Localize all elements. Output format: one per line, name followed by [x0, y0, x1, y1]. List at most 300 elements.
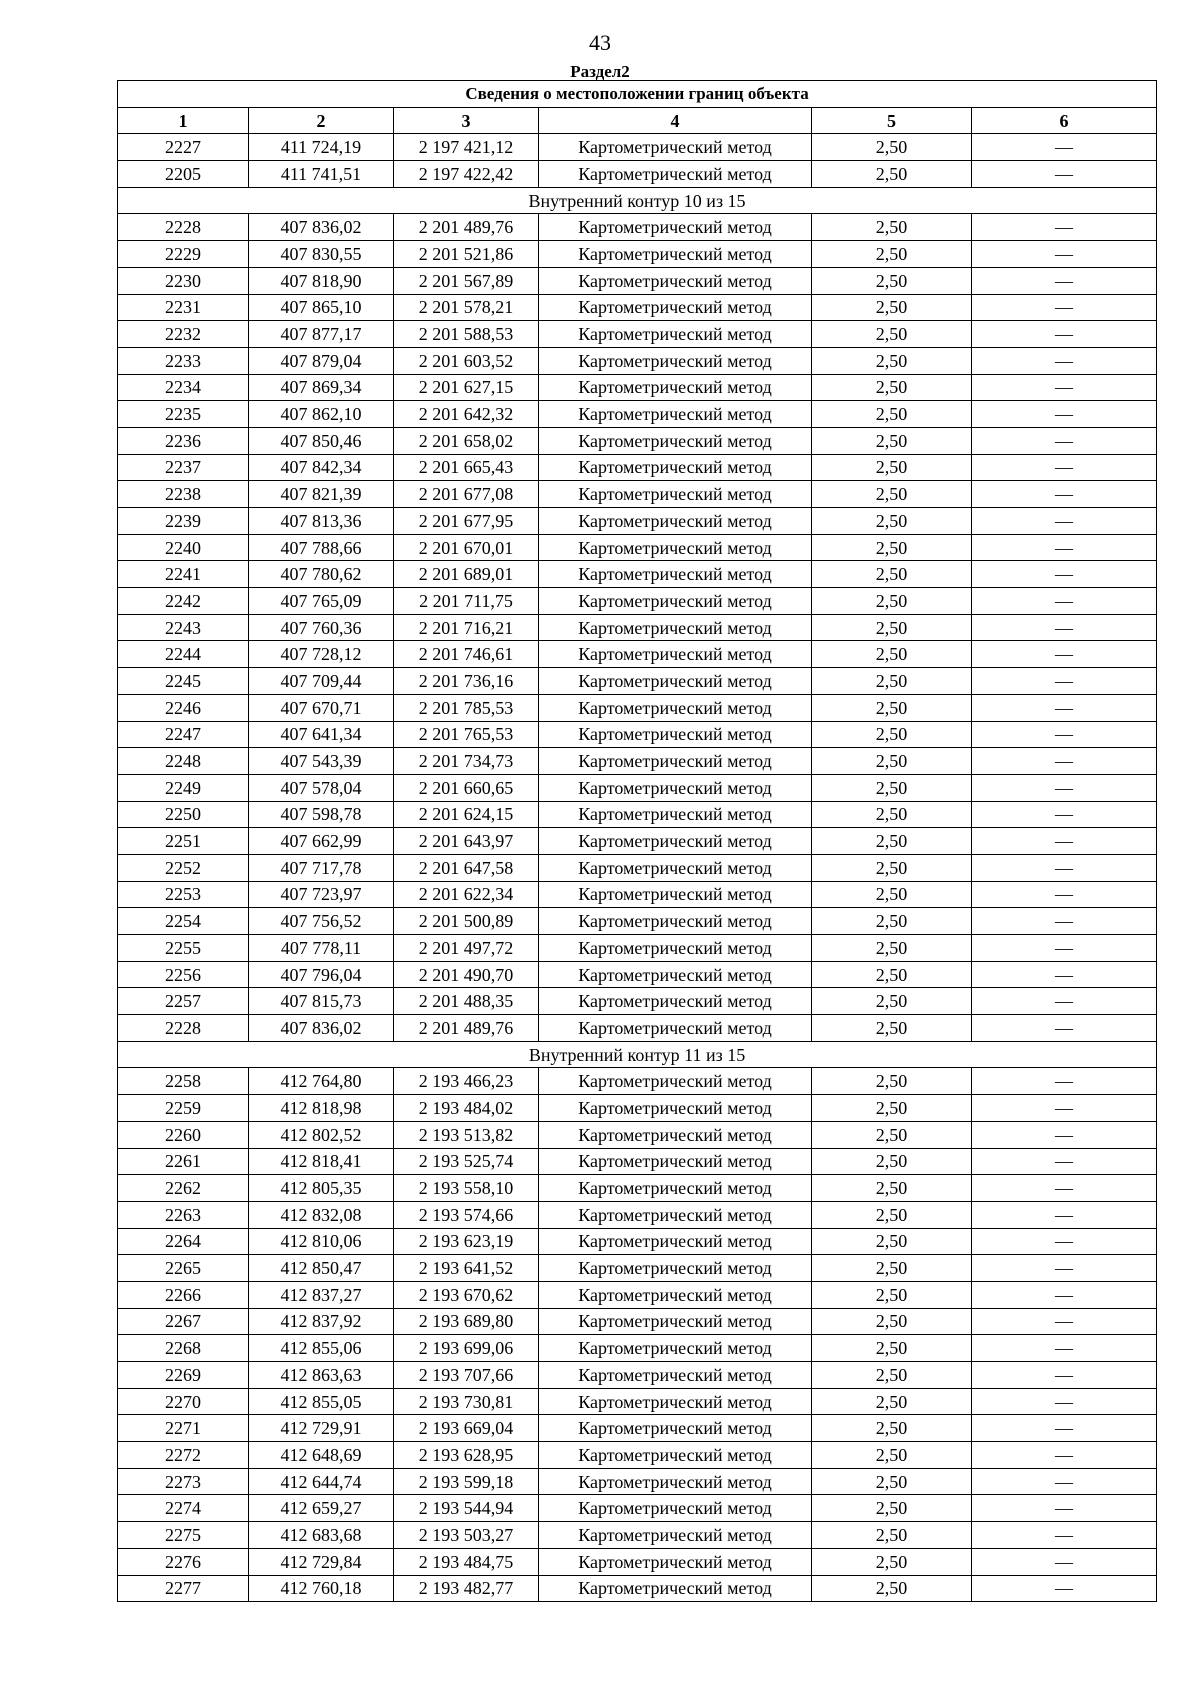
table-row — [118, 801, 1157, 828]
method: Картометрический метод — [539, 1548, 812, 1575]
point-number: 2237 — [118, 454, 249, 481]
description: — — [972, 1201, 1157, 1228]
method: Картометрический метод — [539, 668, 812, 695]
description: — — [972, 401, 1157, 428]
point-number: 2262 — [118, 1175, 249, 1202]
table-row — [118, 1548, 1157, 1575]
method: Картометрический метод — [539, 401, 812, 428]
contour-label-row — [118, 1041, 1157, 1068]
x-coordinate: 407 796,04 — [249, 961, 394, 988]
method: Картометрический метод — [539, 134, 812, 161]
accuracy: 2,50 — [812, 641, 972, 668]
accuracy: 2,50 — [812, 961, 972, 988]
table-row — [118, 1148, 1157, 1175]
column-number: 4 — [539, 107, 812, 134]
point-number: 2242 — [118, 588, 249, 615]
accuracy: 2,50 — [812, 1415, 972, 1442]
method: Картометрический метод — [539, 1015, 812, 1042]
y-coordinate: 2 201 642,32 — [394, 401, 539, 428]
y-coordinate: 2 201 746,61 — [394, 641, 539, 668]
method: Картометрический метод — [539, 321, 812, 348]
table-row — [118, 1388, 1157, 1415]
y-coordinate: 2 193 623,19 — [394, 1228, 539, 1255]
x-coordinate: 412 644,74 — [249, 1468, 394, 1495]
method: Картометрический метод — [539, 1068, 812, 1095]
method: Картометрический метод — [539, 721, 812, 748]
description: — — [972, 1442, 1157, 1469]
accuracy: 2,50 — [812, 1548, 972, 1575]
table-row — [118, 1308, 1157, 1335]
table-row — [118, 1175, 1157, 1202]
point-number: 2232 — [118, 321, 249, 348]
method: Картометрический метод — [539, 1201, 812, 1228]
table-row — [118, 267, 1157, 294]
table-row — [118, 641, 1157, 668]
x-coordinate: 412 818,98 — [249, 1095, 394, 1122]
method: Картометрический метод — [539, 614, 812, 641]
point-number: 2258 — [118, 1068, 249, 1095]
table-row — [118, 668, 1157, 695]
description: — — [972, 854, 1157, 881]
y-coordinate: 2 193 707,66 — [394, 1362, 539, 1389]
point-number: 2273 — [118, 1468, 249, 1495]
column-number-row — [118, 107, 1157, 134]
accuracy: 2,50 — [812, 1148, 972, 1175]
accuracy: 2,50 — [812, 427, 972, 454]
method: Картометрический метод — [539, 1335, 812, 1362]
x-coordinate: 412 855,05 — [249, 1388, 394, 1415]
accuracy: 2,50 — [812, 321, 972, 348]
description: — — [972, 161, 1157, 188]
point-number: 2268 — [118, 1335, 249, 1362]
point-number: 2260 — [118, 1121, 249, 1148]
accuracy: 2,50 — [812, 161, 972, 188]
description: — — [972, 614, 1157, 641]
y-coordinate: 2 201 658,02 — [394, 427, 539, 454]
point-number: 2240 — [118, 534, 249, 561]
accuracy: 2,50 — [812, 508, 972, 535]
table-row — [118, 427, 1157, 454]
accuracy: 2,50 — [812, 1015, 972, 1042]
table-row — [118, 1095, 1157, 1122]
table-row — [118, 534, 1157, 561]
accuracy: 2,50 — [812, 854, 972, 881]
accuracy: 2,50 — [812, 668, 972, 695]
x-coordinate: 407 836,02 — [249, 1015, 394, 1042]
table-row — [118, 1415, 1157, 1442]
description: — — [972, 1068, 1157, 1095]
y-coordinate: 2 201 665,43 — [394, 454, 539, 481]
point-number: 2271 — [118, 1415, 249, 1442]
x-coordinate: 412 810,06 — [249, 1228, 394, 1255]
description: — — [972, 1015, 1157, 1042]
table-row — [118, 161, 1157, 188]
description: — — [972, 454, 1157, 481]
method: Картометрический метод — [539, 1468, 812, 1495]
x-coordinate: 407 869,34 — [249, 374, 394, 401]
table-row — [118, 401, 1157, 428]
point-number: 2239 — [118, 508, 249, 535]
description: — — [972, 801, 1157, 828]
point-number: 2245 — [118, 668, 249, 695]
description: — — [972, 881, 1157, 908]
y-coordinate: 2 201 647,58 — [394, 854, 539, 881]
point-number: 2246 — [118, 694, 249, 721]
point-number: 2252 — [118, 854, 249, 881]
y-coordinate: 2 201 736,16 — [394, 668, 539, 695]
accuracy: 2,50 — [812, 988, 972, 1015]
method: Картометрический метод — [539, 1175, 812, 1202]
y-coordinate: 2 201 716,21 — [394, 614, 539, 641]
table-row — [118, 1468, 1157, 1495]
accuracy: 2,50 — [812, 1228, 972, 1255]
accuracy: 2,50 — [812, 1095, 972, 1122]
table-row — [118, 508, 1157, 535]
table-row — [118, 935, 1157, 962]
table-row — [118, 588, 1157, 615]
point-number: 2231 — [118, 294, 249, 321]
method: Картометрический метод — [539, 1228, 812, 1255]
accuracy: 2,50 — [812, 801, 972, 828]
accuracy: 2,50 — [812, 214, 972, 241]
method: Картометрический метод — [539, 1442, 812, 1469]
x-coordinate: 407 877,17 — [249, 321, 394, 348]
method: Картометрический метод — [539, 694, 812, 721]
x-coordinate: 411 741,51 — [249, 161, 394, 188]
method: Картометрический метод — [539, 267, 812, 294]
method: Картометрический метод — [539, 828, 812, 855]
point-number: 2250 — [118, 801, 249, 828]
x-coordinate: 407 836,02 — [249, 214, 394, 241]
method: Картометрический метод — [539, 294, 812, 321]
y-coordinate: 2 193 544,94 — [394, 1495, 539, 1522]
method: Картометрический метод — [539, 748, 812, 775]
y-coordinate: 2 193 574,66 — [394, 1201, 539, 1228]
y-coordinate: 2 201 521,86 — [394, 241, 539, 268]
point-number: 2234 — [118, 374, 249, 401]
accuracy: 2,50 — [812, 1442, 972, 1469]
table-row — [118, 1495, 1157, 1522]
description: — — [972, 988, 1157, 1015]
x-coordinate: 407 850,46 — [249, 427, 394, 454]
description: — — [972, 1255, 1157, 1282]
x-coordinate: 412 837,27 — [249, 1281, 394, 1308]
point-number: 2243 — [118, 614, 249, 641]
x-coordinate: 407 543,39 — [249, 748, 394, 775]
point-number: 2259 — [118, 1095, 249, 1122]
point-number: 2272 — [118, 1442, 249, 1469]
method: Картометрический метод — [539, 935, 812, 962]
table-row — [118, 774, 1157, 801]
description: — — [972, 561, 1157, 588]
point-number: 2253 — [118, 881, 249, 908]
description: — — [972, 641, 1157, 668]
point-number: 2229 — [118, 241, 249, 268]
description: — — [972, 534, 1157, 561]
accuracy: 2,50 — [812, 774, 972, 801]
x-coordinate: 412 683,68 — [249, 1522, 394, 1549]
table-row — [118, 1121, 1157, 1148]
point-number: 2205 — [118, 161, 249, 188]
x-coordinate: 407 830,55 — [249, 241, 394, 268]
x-coordinate: 412 659,27 — [249, 1495, 394, 1522]
method: Картометрический метод — [539, 1415, 812, 1442]
accuracy: 2,50 — [812, 267, 972, 294]
y-coordinate: 2 201 734,73 — [394, 748, 539, 775]
method: Картометрический метод — [539, 854, 812, 881]
y-coordinate: 2 201 489,76 — [394, 1015, 539, 1042]
accuracy: 2,50 — [812, 588, 972, 615]
x-coordinate: 412 850,47 — [249, 1255, 394, 1282]
description: — — [972, 668, 1157, 695]
accuracy: 2,50 — [812, 1388, 972, 1415]
table-row — [118, 1255, 1157, 1282]
accuracy: 2,50 — [812, 1468, 972, 1495]
table-row — [118, 721, 1157, 748]
accuracy: 2,50 — [812, 534, 972, 561]
method: Картометрический метод — [539, 374, 812, 401]
method: Картометрический метод — [539, 1095, 812, 1122]
accuracy: 2,50 — [812, 1201, 972, 1228]
description: — — [972, 1335, 1157, 1362]
table-row — [118, 694, 1157, 721]
method: Картометрический метод — [539, 988, 812, 1015]
point-number: 2264 — [118, 1228, 249, 1255]
method: Картометрический метод — [539, 508, 812, 535]
table-row — [118, 1575, 1157, 1602]
y-coordinate: 2 201 670,01 — [394, 534, 539, 561]
point-number: 2230 — [118, 267, 249, 294]
y-coordinate: 2 201 489,76 — [394, 214, 539, 241]
method: Картометрический метод — [539, 1362, 812, 1389]
y-coordinate: 2 201 785,53 — [394, 694, 539, 721]
point-number: 2228 — [118, 1015, 249, 1042]
table-row — [118, 1201, 1157, 1228]
point-number: 2235 — [118, 401, 249, 428]
contour-label: Внутренний контур 11 из 15 — [118, 1041, 1157, 1068]
description: — — [972, 588, 1157, 615]
y-coordinate: 2 201 677,95 — [394, 508, 539, 535]
description: — — [972, 748, 1157, 775]
method: Картометрический метод — [539, 961, 812, 988]
x-coordinate: 407 842,34 — [249, 454, 394, 481]
description: — — [972, 1415, 1157, 1442]
table-row — [118, 1335, 1157, 1362]
method: Картометрический метод — [539, 1281, 812, 1308]
y-coordinate: 2 201 622,34 — [394, 881, 539, 908]
table-body — [118, 134, 1157, 1602]
accuracy: 2,50 — [812, 454, 972, 481]
accuracy: 2,50 — [812, 935, 972, 962]
description: — — [972, 1148, 1157, 1175]
point-number: 2270 — [118, 1388, 249, 1415]
table-row — [118, 881, 1157, 908]
x-coordinate: 407 670,71 — [249, 694, 394, 721]
x-coordinate: 407 778,11 — [249, 935, 394, 962]
accuracy: 2,50 — [812, 1281, 972, 1308]
point-number: 2256 — [118, 961, 249, 988]
table-row — [118, 614, 1157, 641]
description: — — [972, 347, 1157, 374]
y-coordinate: 2 201 689,01 — [394, 561, 539, 588]
y-coordinate: 2 193 599,18 — [394, 1468, 539, 1495]
y-coordinate: 2 193 699,06 — [394, 1335, 539, 1362]
point-number: 2275 — [118, 1522, 249, 1549]
point-number: 2248 — [118, 748, 249, 775]
point-number: 2255 — [118, 935, 249, 962]
accuracy: 2,50 — [812, 908, 972, 935]
y-coordinate: 2 193 484,75 — [394, 1548, 539, 1575]
accuracy: 2,50 — [812, 1308, 972, 1335]
method: Картометрический метод — [539, 1575, 812, 1602]
x-coordinate: 407 818,90 — [249, 267, 394, 294]
y-coordinate: 2 193 670,62 — [394, 1281, 539, 1308]
accuracy: 2,50 — [812, 1362, 972, 1389]
table-row — [118, 1442, 1157, 1469]
method: Картометрический метод — [539, 481, 812, 508]
x-coordinate: 407 723,97 — [249, 881, 394, 908]
x-coordinate: 407 760,36 — [249, 614, 394, 641]
point-number: 2267 — [118, 1308, 249, 1335]
y-coordinate: 2 201 603,52 — [394, 347, 539, 374]
accuracy: 2,50 — [812, 1255, 972, 1282]
point-number: 2244 — [118, 641, 249, 668]
x-coordinate: 407 578,04 — [249, 774, 394, 801]
accuracy: 2,50 — [812, 1068, 972, 1095]
point-number: 2257 — [118, 988, 249, 1015]
x-coordinate: 407 717,78 — [249, 854, 394, 881]
table-row — [118, 481, 1157, 508]
column-number: 2 — [249, 107, 394, 134]
point-number: 2274 — [118, 1495, 249, 1522]
x-coordinate: 412 729,84 — [249, 1548, 394, 1575]
x-coordinate: 407 765,09 — [249, 588, 394, 615]
point-number: 2249 — [118, 774, 249, 801]
table-row — [118, 214, 1157, 241]
method: Картометрический метод — [539, 801, 812, 828]
method: Картометрический метод — [539, 1308, 812, 1335]
y-coordinate: 2 201 567,89 — [394, 267, 539, 294]
accuracy: 2,50 — [812, 294, 972, 321]
description: — — [972, 961, 1157, 988]
method: Картометрический метод — [539, 1121, 812, 1148]
x-coordinate: 412 802,52 — [249, 1121, 394, 1148]
accuracy: 2,50 — [812, 134, 972, 161]
y-coordinate: 2 201 497,72 — [394, 935, 539, 962]
method: Картометрический метод — [539, 534, 812, 561]
x-coordinate: 407 821,39 — [249, 481, 394, 508]
method: Картометрический метод — [539, 427, 812, 454]
accuracy: 2,50 — [812, 374, 972, 401]
point-number: 2247 — [118, 721, 249, 748]
description: — — [972, 267, 1157, 294]
description: — — [972, 508, 1157, 535]
x-coordinate: 407 780,62 — [249, 561, 394, 588]
y-coordinate: 2 193 513,82 — [394, 1121, 539, 1148]
table-row — [118, 828, 1157, 855]
method: Картометрический метод — [539, 881, 812, 908]
description: — — [972, 134, 1157, 161]
accuracy: 2,50 — [812, 1575, 972, 1602]
column-number: 3 — [394, 107, 539, 134]
y-coordinate: 2 193 484,02 — [394, 1095, 539, 1122]
method: Картометрический метод — [539, 588, 812, 615]
point-number: 2254 — [118, 908, 249, 935]
table-row — [118, 1281, 1157, 1308]
method: Картометрический метод — [539, 774, 812, 801]
point-number: 2228 — [118, 214, 249, 241]
table-row — [118, 988, 1157, 1015]
method: Картометрический метод — [539, 241, 812, 268]
description: — — [972, 241, 1157, 268]
table-row — [118, 561, 1157, 588]
y-coordinate: 2 193 730,81 — [394, 1388, 539, 1415]
method: Картометрический метод — [539, 1388, 812, 1415]
point-number: 2251 — [118, 828, 249, 855]
x-coordinate: 407 788,66 — [249, 534, 394, 561]
table-caption: Сведения о местоположении границ объекта — [118, 81, 1157, 108]
point-number: 2269 — [118, 1362, 249, 1389]
description: — — [972, 1175, 1157, 1202]
column-number: 6 — [972, 107, 1157, 134]
description: — — [972, 774, 1157, 801]
method: Картометрический метод — [539, 1148, 812, 1175]
table-row — [118, 1362, 1157, 1389]
point-number: 2276 — [118, 1548, 249, 1575]
point-number: 2238 — [118, 481, 249, 508]
description: — — [972, 294, 1157, 321]
description: — — [972, 1548, 1157, 1575]
point-number: 2261 — [118, 1148, 249, 1175]
point-number: 2277 — [118, 1575, 249, 1602]
table-row — [118, 961, 1157, 988]
method: Картометрический метод — [539, 1495, 812, 1522]
method: Картометрический метод — [539, 1255, 812, 1282]
accuracy: 2,50 — [812, 401, 972, 428]
description: — — [972, 1362, 1157, 1389]
y-coordinate: 2 193 482,77 — [394, 1575, 539, 1602]
accuracy: 2,50 — [812, 828, 972, 855]
accuracy: 2,50 — [812, 1175, 972, 1202]
y-coordinate: 2 201 490,70 — [394, 961, 539, 988]
y-coordinate: 2 201 627,15 — [394, 374, 539, 401]
x-coordinate: 407 862,10 — [249, 401, 394, 428]
accuracy: 2,50 — [812, 481, 972, 508]
description: — — [972, 1495, 1157, 1522]
y-coordinate: 2 193 641,52 — [394, 1255, 539, 1282]
method: Картометрический метод — [539, 1522, 812, 1549]
table-caption-row — [118, 81, 1157, 108]
x-coordinate: 407 709,44 — [249, 668, 394, 695]
point-number: 2236 — [118, 427, 249, 454]
accuracy: 2,50 — [812, 561, 972, 588]
table-row — [118, 374, 1157, 401]
description: — — [972, 828, 1157, 855]
accuracy: 2,50 — [812, 241, 972, 268]
point-number: 2227 — [118, 134, 249, 161]
x-coordinate: 412 863,63 — [249, 1362, 394, 1389]
description: — — [972, 908, 1157, 935]
y-coordinate: 2 201 578,21 — [394, 294, 539, 321]
y-coordinate: 2 201 500,89 — [394, 908, 539, 935]
table-row — [118, 748, 1157, 775]
method: Картометрический метод — [539, 561, 812, 588]
description: — — [972, 214, 1157, 241]
y-coordinate: 2 201 677,08 — [394, 481, 539, 508]
y-coordinate: 2 201 588,53 — [394, 321, 539, 348]
point-number: 2263 — [118, 1201, 249, 1228]
x-coordinate: 407 728,12 — [249, 641, 394, 668]
